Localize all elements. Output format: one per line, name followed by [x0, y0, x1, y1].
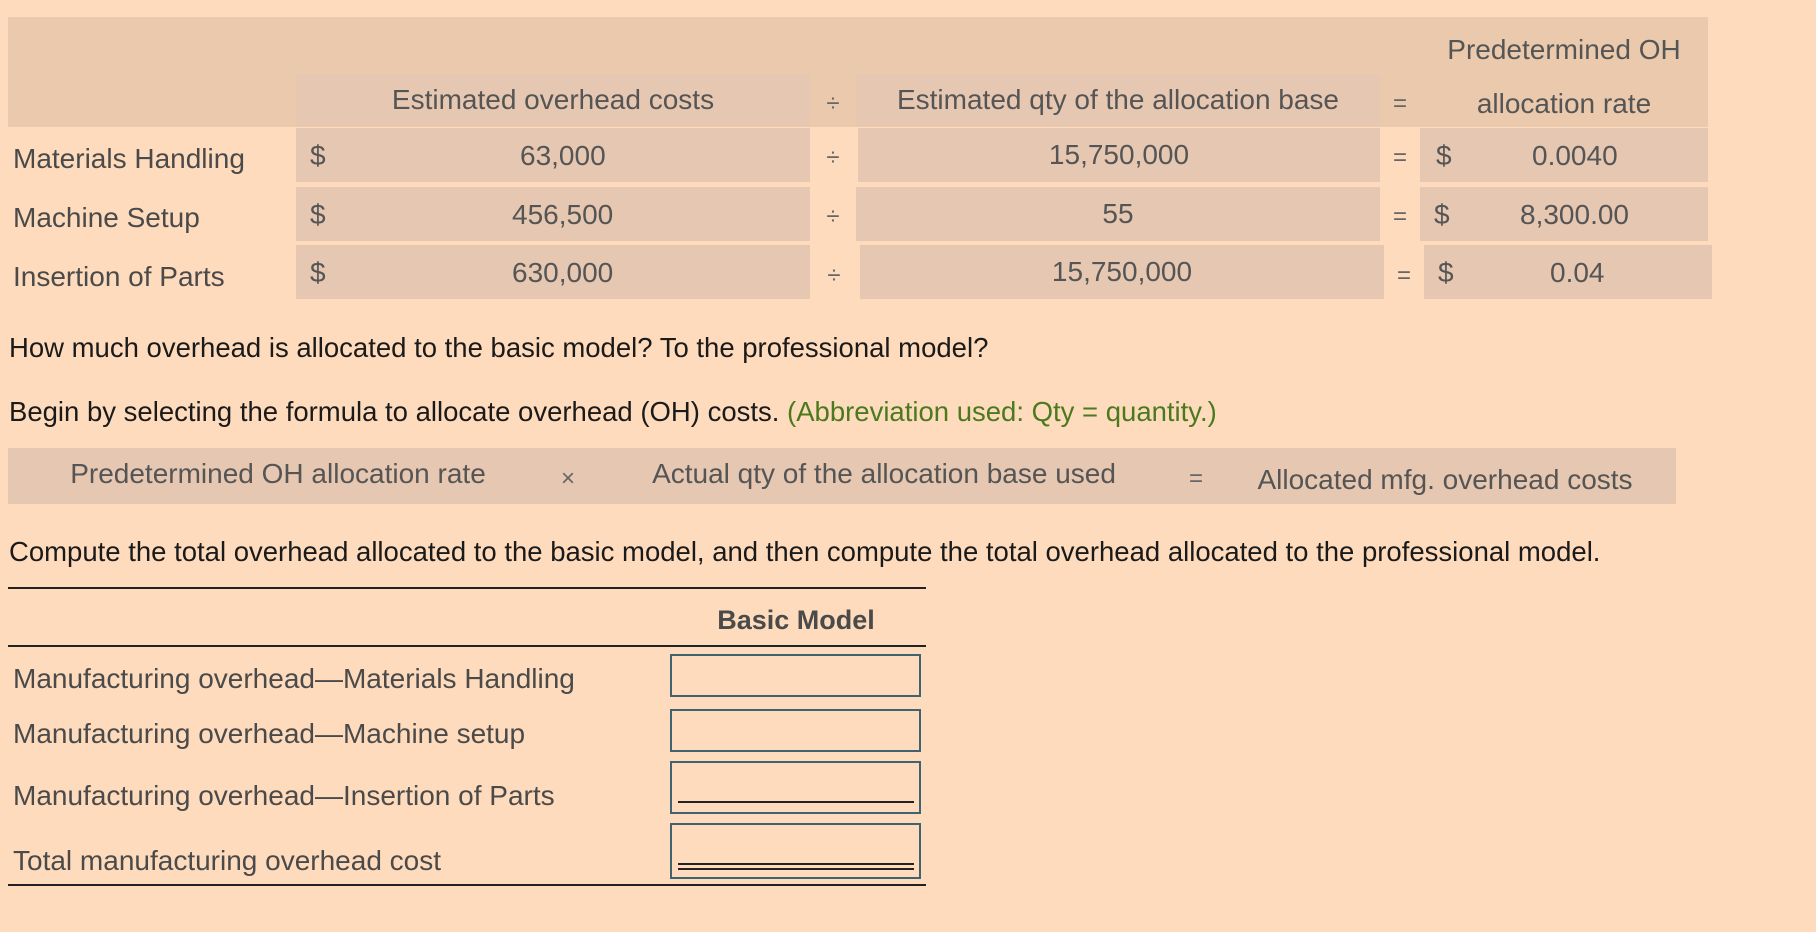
equals-symbol: =: [1392, 144, 1407, 171]
header-bottom-rule: [8, 645, 926, 647]
header-estimated-costs: [296, 74, 810, 126]
cost-cell-insertion-of-parts[interactable]: [296, 245, 810, 299]
instruction-text: Begin by selecting the formula to allocate overhead (OH) costs.: [9, 396, 780, 427]
row-label-insertion-of-parts: Insertion of Parts: [13, 261, 225, 292]
basic-model-machine-setup-input[interactable]: [670, 709, 921, 752]
header-equals-symbol: =: [1392, 90, 1407, 117]
compute-instruction: Compute the total overhead allocated to the basic model, and then compute the total overhead allocated to the professional model.: [9, 536, 1601, 567]
qty-value: 15,750,000: [1051, 256, 1193, 287]
cost-value: 630,000: [512, 257, 614, 288]
header-estimated-qty: [856, 74, 1380, 126]
divide-symbol: ÷: [826, 203, 840, 230]
currency-symbol: $: [310, 199, 326, 230]
header-rate-line2: allocation rate: [1476, 88, 1652, 119]
cost-cell-materials-handling[interactable]: [296, 128, 810, 182]
question-allocated-overhead: How much overhead is allocated to the basic model? To the professional model?: [9, 332, 989, 363]
row-label-machine-setup: Machine Setup: [13, 202, 200, 233]
rate-value: 0.0040: [1532, 140, 1618, 171]
cost-value: 63,000: [520, 140, 606, 171]
basic-model-total-input[interactable]: [670, 823, 921, 879]
qty-cell-insertion-of-parts[interactable]: [860, 245, 1384, 299]
alloc-row-label-machine-setup: Manufacturing overhead—Machine setup: [13, 718, 526, 749]
equals-symbol: =: [1396, 262, 1411, 289]
basic-model-insertion-of-parts-field[interactable]: [670, 761, 921, 814]
cost-value: 456,500: [512, 199, 614, 230]
header-estimated-costs-text: Estimated overhead costs: [391, 84, 715, 115]
rate-value: 8,300.00: [1520, 199, 1629, 230]
formula-equals-symbol: =: [1188, 465, 1203, 492]
currency-symbol: $: [310, 257, 326, 288]
table-top-rule: [8, 587, 926, 589]
basic-model-insertion-of-parts-input[interactable]: [670, 761, 921, 814]
basic-model-materials-handling-input[interactable]: [670, 654, 921, 697]
rate-cell-insertion-of-parts[interactable]: [1424, 245, 1712, 299]
divide-symbol: ÷: [827, 262, 841, 289]
basic-model-total-field[interactable]: [670, 823, 921, 879]
column-header-basic-model: Basic Model: [717, 605, 875, 635]
currency-symbol: $: [310, 140, 326, 171]
alloc-row-label-total: Total manufacturing overhead cost: [13, 845, 442, 876]
header-rate-line1: Predetermined OH: [1447, 34, 1681, 65]
instruction-select-formula: [9, 396, 1217, 428]
rate-value: 0.04: [1550, 257, 1605, 288]
qty-value: 15,750,000: [1048, 139, 1190, 170]
rate-cell-materials-handling[interactable]: [1420, 128, 1708, 182]
abbreviation-note: (Abbreviation used: Qty = quantity.): [787, 396, 1217, 427]
formula-term-actual-qty[interactable]: Actual qty of the allocation base used: [594, 448, 1174, 500]
subtotal-underline: [678, 801, 914, 803]
equals-symbol: =: [1392, 203, 1407, 230]
rate-cell-machine-setup[interactable]: [1420, 187, 1708, 241]
row-label-materials-handling: Materials Handling: [13, 143, 245, 174]
total-double-underline-top: [678, 863, 914, 865]
formula-result[interactable]: Allocated mfg. overhead costs: [1257, 464, 1633, 495]
rate-currency-symbol: $: [1434, 199, 1450, 230]
total-double-underline-bottom: [678, 868, 914, 870]
cost-cell-machine-setup[interactable]: [296, 187, 810, 241]
table-bottom-rule: [8, 884, 926, 886]
qty-cell-machine-setup[interactable]: [856, 187, 1380, 241]
rate-currency-symbol: $: [1438, 257, 1454, 288]
header-estimated-qty-text: Estimated qty of the allocation base: [896, 84, 1340, 115]
formula-times-symbol: ×: [560, 465, 575, 492]
header-divide-symbol: ÷: [826, 90, 840, 117]
rate-currency-symbol: $: [1436, 140, 1452, 171]
alloc-row-label-insertion-of-parts: Manufacturing overhead—Insertion of Parts: [13, 780, 555, 811]
qty-cell-materials-handling[interactable]: [858, 128, 1380, 182]
formula-term-rate[interactable]: Predetermined OH allocation rate: [8, 448, 548, 500]
divide-symbol: ÷: [826, 144, 840, 171]
qty-value: 55: [1102, 198, 1134, 229]
alloc-row-label-materials-handling: Manufacturing overhead—Materials Handling: [13, 663, 575, 694]
